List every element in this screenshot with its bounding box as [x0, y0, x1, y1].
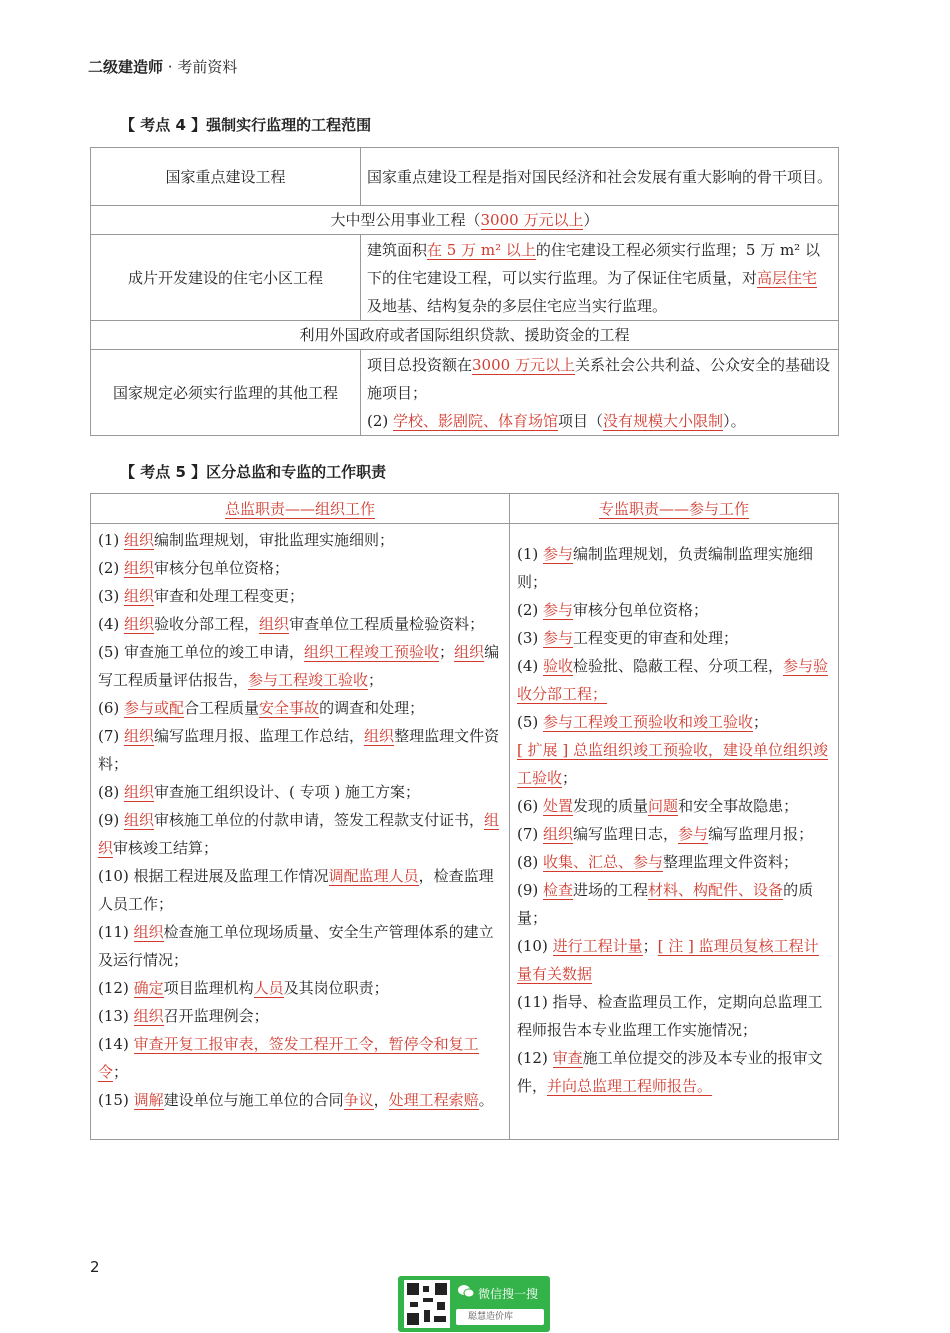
table-cell: 建筑面积在 5 万 m² 以上的住宅建设工程必须实行监理；5 万 m² 以下的住宅建设工程，可以实行监理。为了保证住宅质量，对高层住宅及地基、结构复杂的多层住宅应当实行监理。: [361, 235, 839, 321]
table-row: [91, 235, 839, 321]
wechat-search-box[interactable]: 聪慧造价库: [456, 1309, 544, 1325]
table-cell: 成片开发建设的住宅小区工程: [91, 235, 361, 321]
chief-duties-list: (1) 组织编制监理规划，审批监理实施细则； (2) 组织审核分包单位资格； (3) 组织审查和处理工程变更； (4) 组织验收分部工程，组织审查单位工程质量检验资料； (5) 审查施工单位的竣工申请，组织工程竣工预验收；组织编写工程质量评估报告，参与工程竣工验收； (6) 参与或配合工程质量安全事故的调查和处理； (7) 组织编写监理月报、监理工作总结，组织整理监理文件资料； (8) 组织审查施工组织设计、( 专项 ) 施工方案； (9) 组织审核施工单位的付款申请，签发工程款支付证书，组织审核竣工结算； (10) 根据工程进展及监理工作情况调配监理人员，检查监理人员工作； (11) 组织检查施工单位现场质量、安全生产管理体系的建立及运行情况； (12) 确定项目监理机构人员及其岗位职责； (13) 组织召开监理例会； (14) 审查开复工报审表，签发工程开工令，暂停令和复工令； (15) 调解建设单位与施工单位的合同争议，处理工程索赔。: [91, 524, 510, 1140]
table-cell: 国家重点建设工程: [91, 148, 361, 206]
wechat-search-label: 微信搜一搜: [478, 1287, 539, 1301]
table-cell: 国家重点建设工程是指对国民经济和社会发展有重大影响的骨干项目。: [361, 148, 839, 206]
table-row: [91, 494, 839, 524]
header-separator: ·: [167, 58, 173, 76]
header-subtitle: 考前资料: [177, 58, 238, 76]
table-header-chief: 总监职责——组织工作: [91, 494, 510, 524]
qr-code-icon: [404, 1280, 450, 1328]
page-number: 2: [90, 1258, 100, 1276]
table-row: [91, 148, 839, 206]
table-cell: 大中型公用事业工程（3000 万元以上）: [91, 206, 839, 235]
section4-title: 【 考点 4 】强制实行监理的工程范围: [120, 116, 372, 134]
table-supervision-scope: [90, 147, 839, 436]
wechat-search-widget[interactable]: [398, 1276, 550, 1332]
header-brand: 二级建造师: [88, 58, 164, 76]
wechat-icon: [458, 1284, 474, 1298]
table-cell: 项目总投资额在3000 万元以上关系社会公共利益、公众安全的基础设施项目； (2) 学校、影剧院、体育场馆项目（没有规模大小限制）。: [361, 350, 839, 436]
specialist-duties-list: (1) 参与编制监理规划，负责编制监理实施细则； (2) 参与审核分包单位资格； (3) 参与工程变更的审查和处理； (4) 验收检验批、隐蔽工程、分项工程，参与验收分部工程； (5) 参与工程竣工预验收和竣工验收； [ 扩展 ] 总监组织竣工预验收，建设单位组织竣工验收； (6) 处置发现的质量问题和安全事故隐患； (7) 组织编写监理日志，参与编写监理月报； (8) 收集、汇总、参与整理监理文件资料； (9) 检查进场的工程材料、构配件、设备的质量； (10) 进行工程计量；[ 注 ] 监理员复核工程计量有关数据 (11) 指导、检查监理员工作，定期向总监理工程师报告本专业监理工作实施情况； (12) 审查施工单位提交的涉及本专业的报审文件，并向总监理工程师报告。: [510, 524, 839, 1140]
table-cell: 国家规定必须实行监理的其他工程: [91, 350, 361, 436]
table-cell: 利用外国政府或者国际组织贷款、援助资金的工程: [91, 321, 839, 350]
section5-title: 【 考点 5 】区分总监和专监的工作职责: [120, 463, 387, 481]
table-duties: [90, 493, 839, 1140]
page-header: [88, 56, 237, 77]
table-row: [91, 206, 839, 235]
table-row: [91, 350, 839, 436]
table-row: [91, 321, 839, 350]
table-header-specialist: 专监职责——参与工作: [510, 494, 839, 524]
table-row: [91, 524, 839, 1140]
